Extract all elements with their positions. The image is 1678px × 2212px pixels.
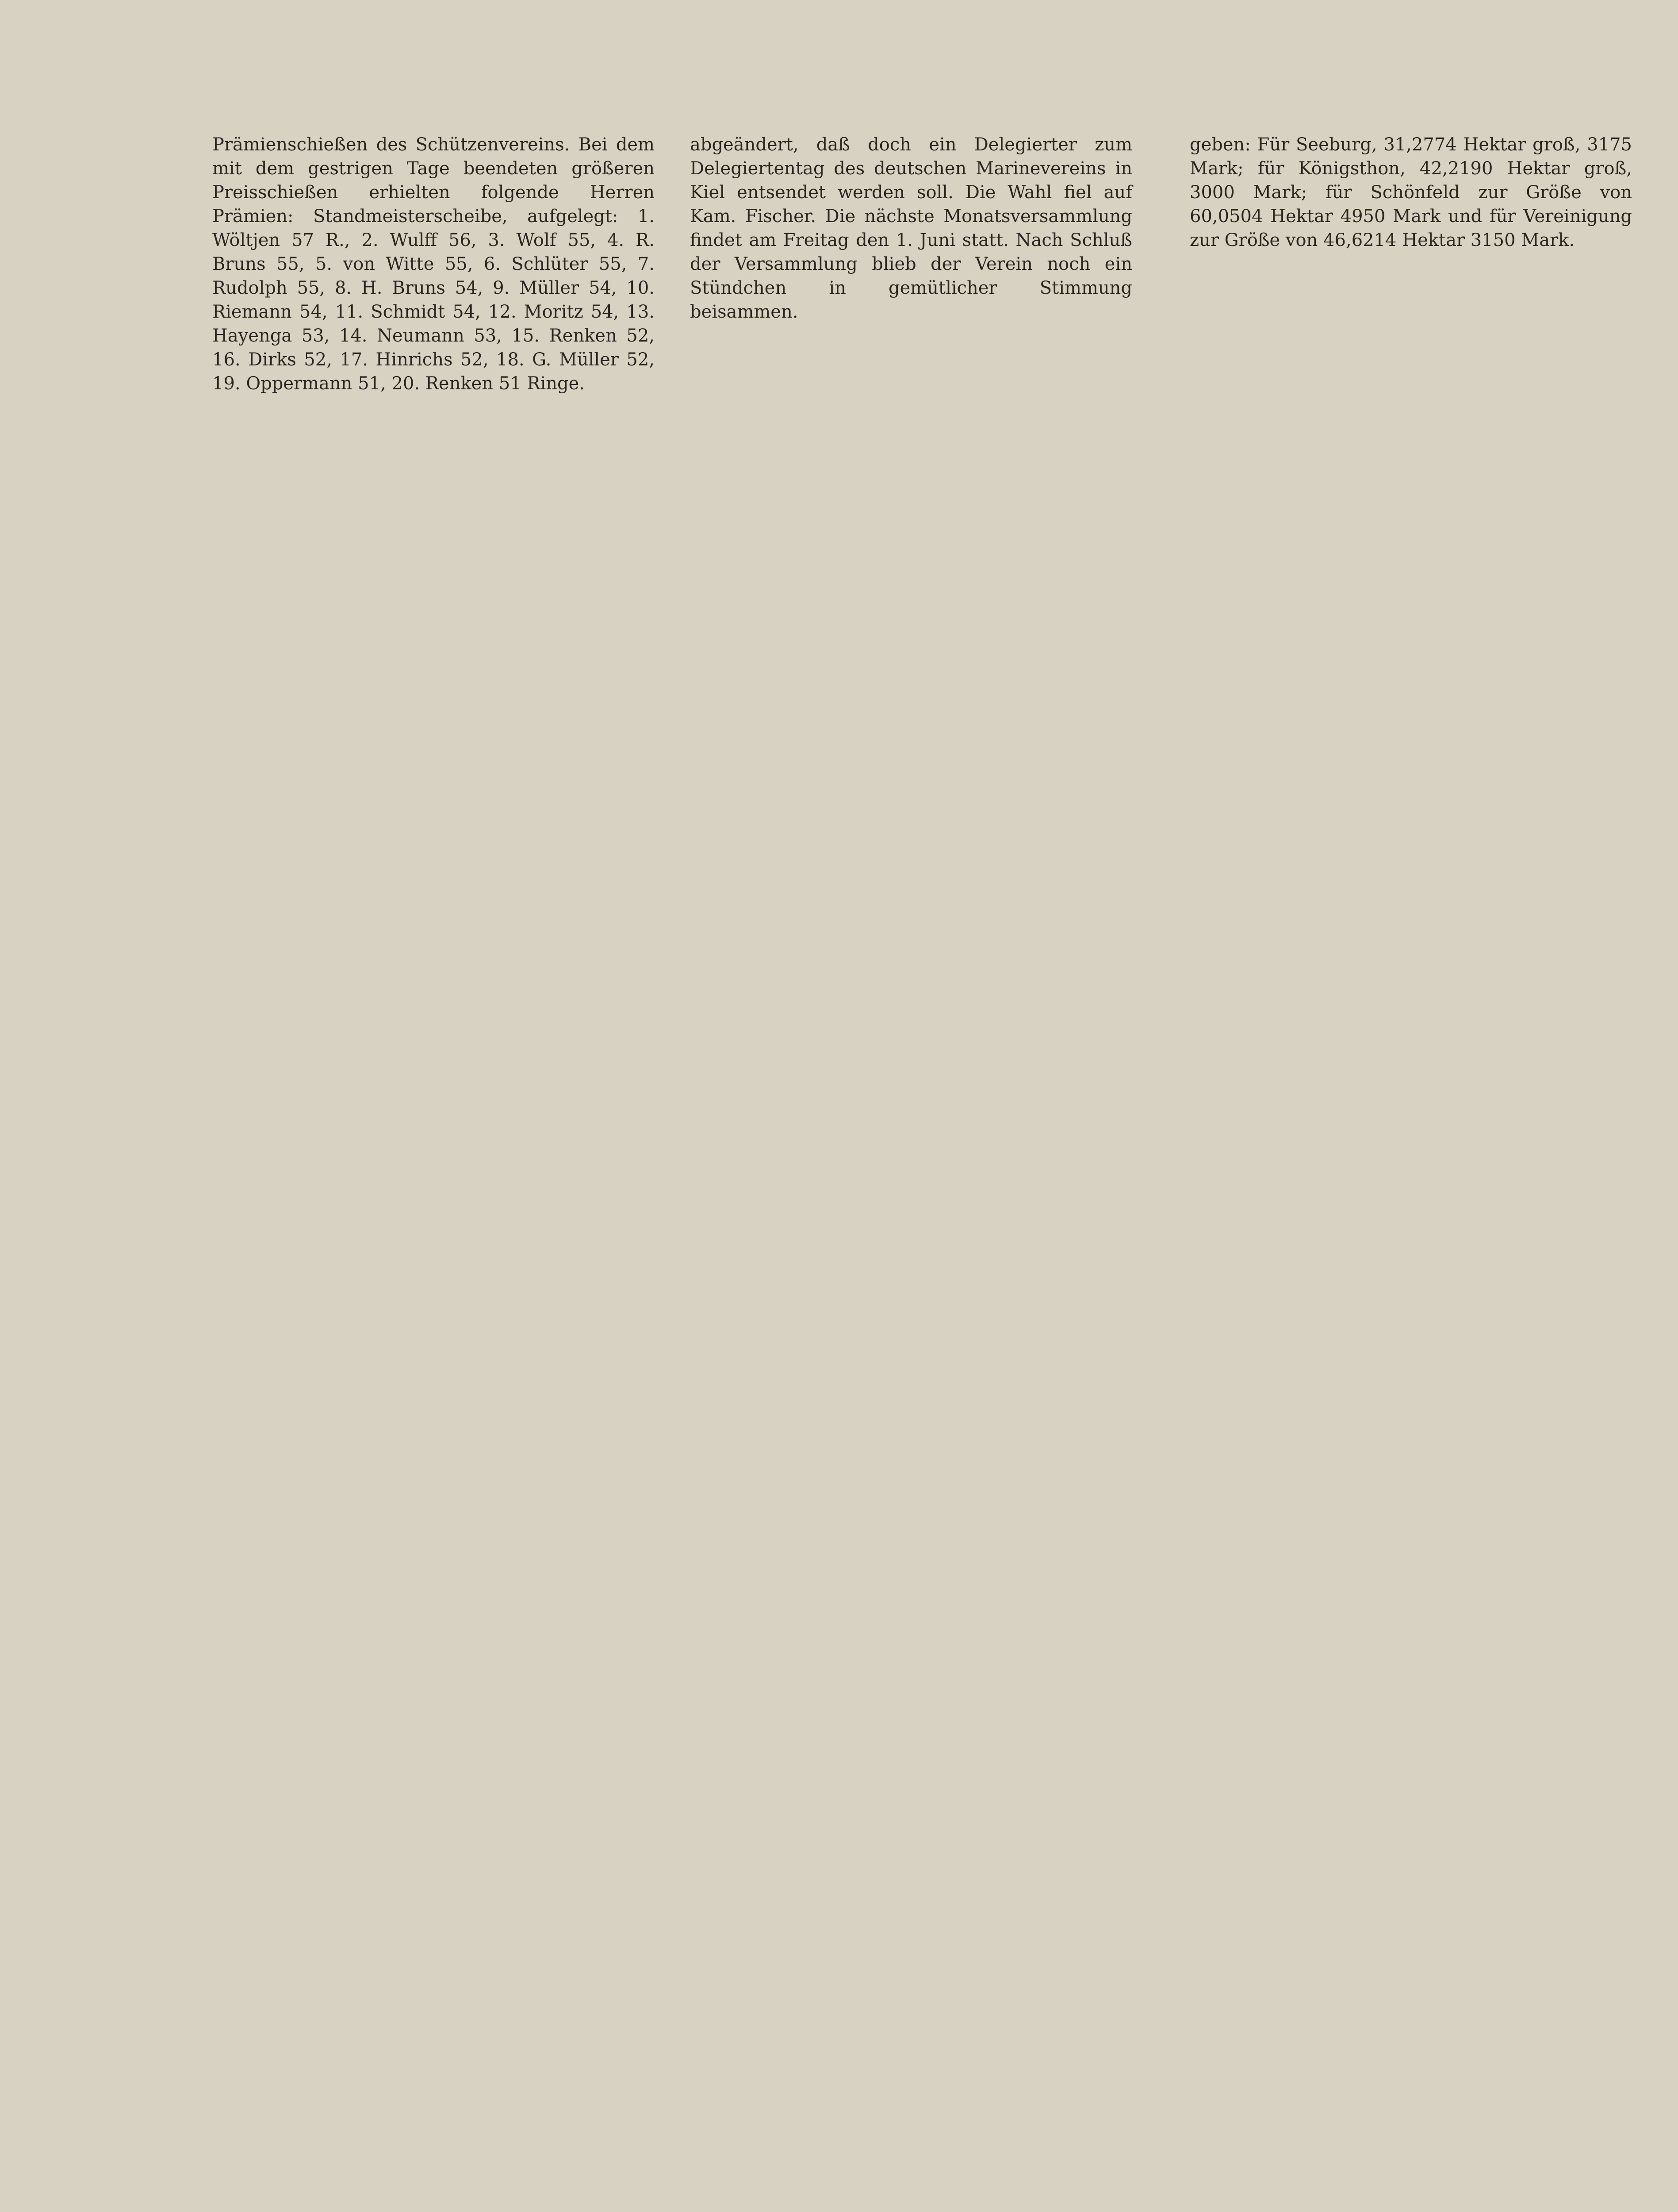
column-3 (1190, 133, 1632, 2212)
column-2-text: abgeändert, daß doch ein Delegierter zum Delegiertentag des deutschen Marinevereins in Kiel entsendet werden soll. Die Wahl fiel auf Kam. Fischer. Die nächste Monatsversammlung findet am Freitag den 1. Juni statt. Nach Schluß der Versammlung blieb der Verein noch ein Stündchen in gemütlicher Stimmung beisammen. (690, 134, 1132, 322)
column-1 (212, 133, 655, 2212)
column-1-text: Prämienschießen des Schützenvereins. Bei dem mit dem gestrigen Tage beendeten größeren Preisschießen erhielten folgende Herren Prämien: Standmeisterscheibe, aufgelegt: 1. Wöltjen 57 R., 2. Wulff 56, 3. Wolf 55, 4. R. Bruns 55, 5. von Witte 55, 6. Schlüter 55, 7. Rudolph 55, 8. H. Bruns 54, 9. Müller 54, 10. Riemann 54, 11. Schmidt 54, 12. Moritz 54, 13. Hayenga 53, 14. Neumann 53, 15. Renken 52, 16. Dirks 52, 17. Hinrichs 52, 18. G. Müller 52, 19. Oppermann 51, 20. Renken 51 Ringe. (212, 134, 655, 394)
column-3-text: geben: Für Seeburg, 31,2774 Hektar groß, 3175 Mark; für Königsthon, 42,2190 Hektar groß, 3000 Mark; für Schönfeld zur Größe von 60,0504 Hektar 4950 Mark und für Vereinigung zur Größe von 46,6214 Hektar 3150 Mark. (1190, 134, 1632, 250)
column-2 (690, 133, 1132, 2212)
